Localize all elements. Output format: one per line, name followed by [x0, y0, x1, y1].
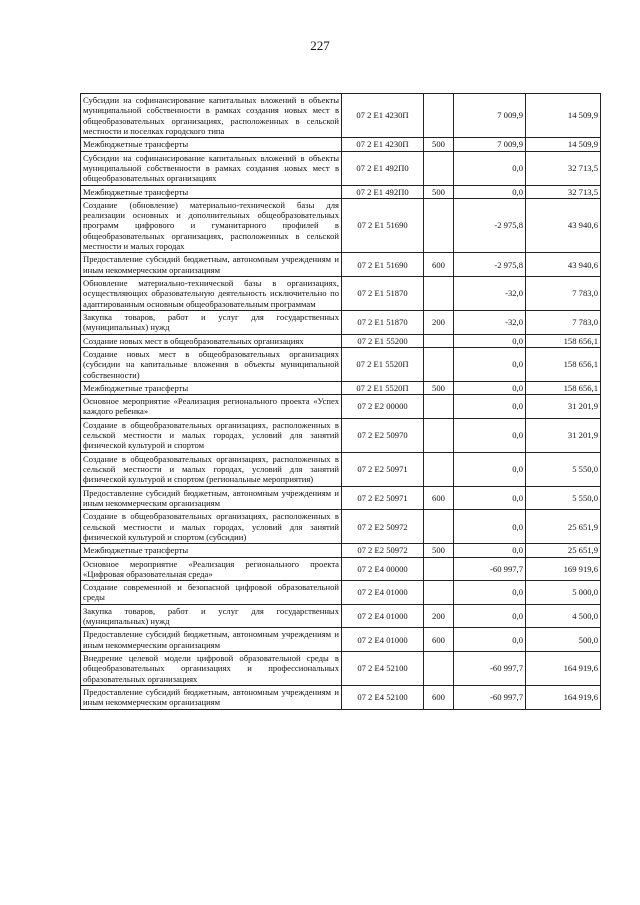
row-total-amount: 14 509,9	[526, 94, 601, 138]
row-change-amount: 7 009,9	[454, 94, 526, 138]
row-change-amount: 0,0	[454, 395, 526, 419]
row-change-amount: 0,0	[454, 486, 526, 510]
row-expense-type	[424, 347, 454, 381]
table-row	[81, 138, 601, 151]
row-change-amount: 0,0	[454, 581, 526, 605]
table-row	[81, 198, 601, 253]
row-expense-type	[424, 94, 454, 138]
row-expense-type	[424, 151, 454, 185]
row-change-amount: 0,0	[454, 604, 526, 628]
table-row	[81, 510, 601, 544]
budget-table	[80, 93, 601, 710]
table-row	[81, 277, 601, 311]
row-target-code: 07 2 E2 50972	[342, 544, 424, 557]
row-total-amount: 32 713,5	[526, 151, 601, 185]
row-total-amount: 5 550,0	[526, 452, 601, 486]
row-target-code: 07 2 E1 51870	[342, 310, 424, 334]
table-row	[81, 685, 601, 709]
table-row	[81, 452, 601, 486]
row-expense-type: 500	[424, 185, 454, 198]
row-change-amount: -60 997,7	[454, 557, 526, 581]
row-target-code: 07 2 E1 5520П	[342, 381, 424, 394]
row-name: Создание в общеобразовательных организациях, расположенных в сельской местности и малых городах, условий для занятий физической культурой и спортом (субсидии)	[81, 510, 342, 544]
row-target-code: 07 2 E1 51690	[342, 198, 424, 253]
row-name: Создание новых мест в общеобразовательных организациях (субсидии на капитальные вложения в объекты муниципальной собственности)	[81, 347, 342, 381]
row-change-amount: -60 997,7	[454, 652, 526, 686]
row-name: Межбюджетные трансферты	[81, 138, 342, 151]
row-name: Создание в общеобразовательных организациях, расположенных в сельской местности и малых городах, условий для занятий физической культурой и спортом (региональные мероприятия)	[81, 452, 342, 486]
row-target-code: 07 2 E1 492П0	[342, 185, 424, 198]
row-expense-type	[424, 452, 454, 486]
table-row	[81, 581, 601, 605]
row-target-code: 07 2 E4 01000	[342, 581, 424, 605]
table-row	[81, 347, 601, 381]
row-target-code: 07 2 E1 492П0	[342, 151, 424, 185]
row-target-code: 07 2 E2 50972	[342, 510, 424, 544]
table-row	[81, 334, 601, 347]
row-name: Создание новых мест в общеобразовательных организациях	[81, 334, 342, 347]
row-change-amount: 0,0	[454, 544, 526, 557]
row-expense-type: 200	[424, 604, 454, 628]
row-change-amount: -60 997,7	[454, 685, 526, 709]
row-expense-type: 200	[424, 310, 454, 334]
row-change-amount: 0,0	[454, 185, 526, 198]
table-row	[81, 151, 601, 185]
row-target-code: 07 2 E1 4230П	[342, 94, 424, 138]
row-name: Создание в общеобразовательных организациях, расположенных в сельской местности и малых городах, условий для занятий физической культурой и спортом	[81, 418, 342, 452]
row-change-amount: 0,0	[454, 452, 526, 486]
row-total-amount: 164 919,6	[526, 685, 601, 709]
row-name: Закупка товаров, работ и услуг для государственных (муниципальных) нужд	[81, 310, 342, 334]
row-name: Межбюджетные трансферты	[81, 544, 342, 557]
row-change-amount: 7 009,9	[454, 138, 526, 151]
table-row	[81, 310, 601, 334]
row-target-code: 07 2 E4 52100	[342, 652, 424, 686]
row-name: Основное мероприятие «Реализация регионального проекта «Цифровая образовательная среда»	[81, 557, 342, 581]
row-change-amount: -2 975,8	[454, 253, 526, 277]
row-target-code: 07 2 E1 4230П	[342, 138, 424, 151]
row-change-amount: 0,0	[454, 510, 526, 544]
row-total-amount: 158 656,1	[526, 381, 601, 394]
row-expense-type	[424, 277, 454, 311]
row-total-amount: 158 656,1	[526, 347, 601, 381]
table-row	[81, 395, 601, 419]
table-row	[81, 94, 601, 138]
row-total-amount: 31 201,9	[526, 418, 601, 452]
row-target-code: 07 2 E2 50971	[342, 486, 424, 510]
row-total-amount: 164 919,6	[526, 652, 601, 686]
row-total-amount: 169 919,6	[526, 557, 601, 581]
row-change-amount: 0,0	[454, 381, 526, 394]
table-row	[81, 628, 601, 652]
row-target-code: 07 2 E4 00000	[342, 557, 424, 581]
table-row	[81, 557, 601, 581]
row-expense-type: 500	[424, 544, 454, 557]
row-name: Предоставление субсидий бюджетным, автономным учреждениям и иным некоммерческим организациям	[81, 628, 342, 652]
row-expense-type	[424, 510, 454, 544]
table-row	[81, 418, 601, 452]
row-expense-type: 600	[424, 685, 454, 709]
row-name: Обновление материально-технической базы в организациях, осуществляющих образовательную деятельность исключительно по адаптированным основным общеобразовательным программам	[81, 277, 342, 311]
row-name: Основное мероприятие «Реализация регионального проекта «Успех каждого ребенка»	[81, 395, 342, 419]
row-change-amount: -32,0	[454, 310, 526, 334]
row-total-amount: 500,0	[526, 628, 601, 652]
row-target-code: 07 2 E1 5520П	[342, 347, 424, 381]
row-name: Создание современной и безопасной цифровой образовательной среды	[81, 581, 342, 605]
row-total-amount: 7 783,0	[526, 310, 601, 334]
row-change-amount: 0,0	[454, 151, 526, 185]
row-expense-type	[424, 395, 454, 419]
row-target-code: 07 2 E1 51690	[342, 253, 424, 277]
table-row	[81, 544, 601, 557]
row-expense-type	[424, 581, 454, 605]
row-expense-type: 600	[424, 253, 454, 277]
row-target-code: 07 2 E4 01000	[342, 628, 424, 652]
row-total-amount: 4 500,0	[526, 604, 601, 628]
row-name: Создание (обновление) материально-технической базы для реализации основных и дополнительных общеобразовательных программ цифрового и гуманитарного профилей в общеобразовательных организациях, расположенных в сельской местности и малых городах	[81, 198, 342, 253]
row-total-amount: 32 713,5	[526, 185, 601, 198]
row-name: Внедрение целевой модели цифровой образовательной среды в общеобразовательных организациях и профессиональных образовательных организациях	[81, 652, 342, 686]
row-change-amount: 0,0	[454, 347, 526, 381]
row-total-amount: 14 509,9	[526, 138, 601, 151]
row-total-amount: 5 000,0	[526, 581, 601, 605]
row-expense-type	[424, 334, 454, 347]
row-change-amount: 0,0	[454, 418, 526, 452]
table-row	[81, 604, 601, 628]
row-target-code: 07 2 E1 55200	[342, 334, 424, 347]
row-total-amount: 158 656,1	[526, 334, 601, 347]
row-name: Предоставление субсидий бюджетным, автономным учреждениям и иным некоммерческим организациям	[81, 253, 342, 277]
row-change-amount: -2 975,8	[454, 198, 526, 253]
row-target-code: 07 2 E4 52100	[342, 685, 424, 709]
row-expense-type	[424, 418, 454, 452]
row-total-amount: 43 940,6	[526, 253, 601, 277]
row-target-code: 07 2 E4 01000	[342, 604, 424, 628]
row-target-code: 07 2 E2 50971	[342, 452, 424, 486]
row-name: Предоставление субсидий бюджетным, автономным учреждениям и иным некоммерческим организациям	[81, 486, 342, 510]
row-total-amount: 7 783,0	[526, 277, 601, 311]
row-target-code: 07 2 E2 00000	[342, 395, 424, 419]
row-name: Субсидии на софинансирование капитальных вложений в объекты муниципальной собственности в рамках создания новых мест в общеобразовательных организациях, расположенных в сельской местности и поселках городского типа	[81, 94, 342, 138]
row-target-code: 07 2 E1 51870	[342, 277, 424, 311]
row-expense-type	[424, 557, 454, 581]
table-row	[81, 253, 601, 277]
row-name: Межбюджетные трансферты	[81, 185, 342, 198]
table-row	[81, 652, 601, 686]
row-total-amount: 43 940,6	[526, 198, 601, 253]
row-expense-type	[424, 198, 454, 253]
row-total-amount: 31 201,9	[526, 395, 601, 419]
row-target-code: 07 2 E2 50970	[342, 418, 424, 452]
row-total-amount: 25 651,9	[526, 510, 601, 544]
budget-table-body	[81, 94, 601, 710]
table-row	[81, 486, 601, 510]
row-change-amount: -32,0	[454, 277, 526, 311]
row-expense-type: 500	[424, 381, 454, 394]
row-expense-type: 600	[424, 628, 454, 652]
row-expense-type: 500	[424, 138, 454, 151]
row-name: Субсидии на софинансирование капитальных вложений в объекты муниципальной собственности в рамках создания новых мест в общеобразовательных организациях	[81, 151, 342, 185]
row-change-amount: 0,0	[454, 628, 526, 652]
table-row	[81, 381, 601, 394]
row-name: Межбюджетные трансферты	[81, 381, 342, 394]
row-total-amount: 25 651,9	[526, 544, 601, 557]
page-number: 227	[310, 38, 330, 53]
row-expense-type: 600	[424, 486, 454, 510]
row-name: Предоставление субсидий бюджетным, автономным учреждениям и иным некоммерческим организациям	[81, 685, 342, 709]
row-name: Закупка товаров, работ и услуг для государственных (муниципальных) нужд	[81, 604, 342, 628]
row-total-amount: 5 550,0	[526, 486, 601, 510]
row-expense-type	[424, 652, 454, 686]
row-change-amount: 0,0	[454, 334, 526, 347]
table-row	[81, 185, 601, 198]
